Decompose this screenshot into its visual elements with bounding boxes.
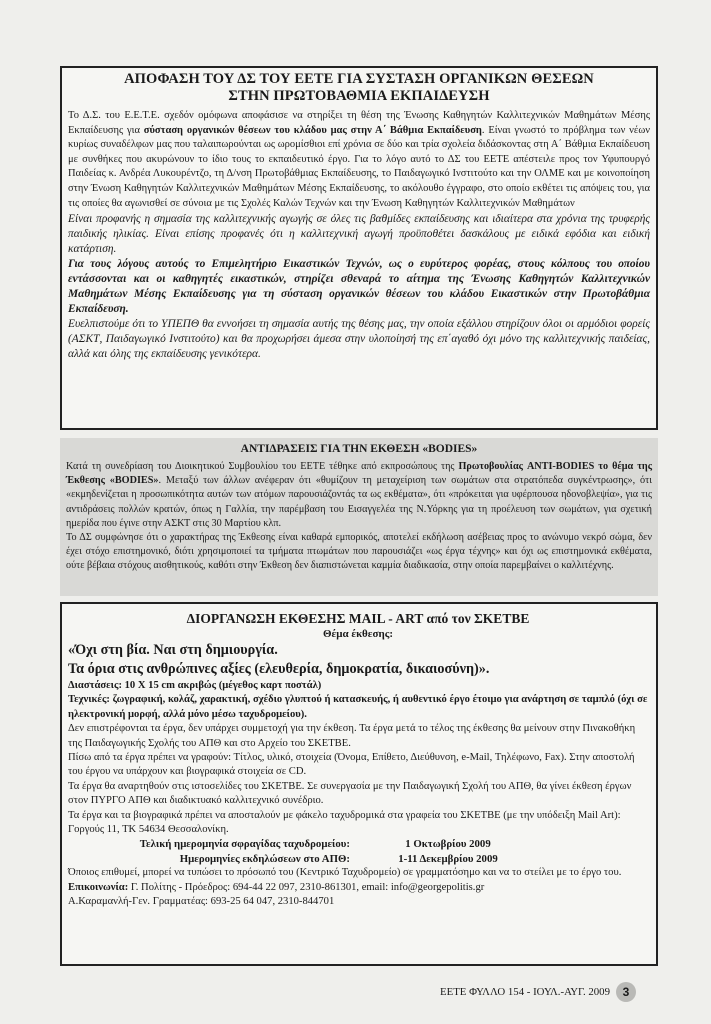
text-run: . Είναι γνωστό το πρόβλημα των νέων κυρίως συναδέλφων μας που ταλαιπωρούνται ως ωρομίσθιοι επί χρόνια σε δύο και τρία σχολεία διδάσκοντας στη Α΄ Βάθμια Εκπαίδευση με συνθήκες που ακυρώνουν το ίδιο τους το εκπαιδευτικό έργο. Για το λόγο αυτό το ΔΣ του ΕΕΤΕ απέστειλε προς τον Υφυπουργό Παιδείας κ. Ανδρέα Λυκουρέντζο, τη Δ/νση Πρωτοβάθμιας Εκπαίδευσης, το Παιδαγωγικό Ινστιτούτο και την ΟΛΜΕ και με κοινοποίηση στην Ένωση Καθηγητών Καλλιτεχνικών Μαθημάτων Μέσης Εκπαίδευσης, το ακόλουθο έγγραφο, στο οποίο εκθέτει τις απόψεις του, για τις οποίες θα αγωνισθεί σε σύνοια με τις Σχολές Καλών Τεχνών και την Ένωση Καθηγητών Καλλιτεχνικών Μαθημάτων: [68, 124, 650, 209]
paragraph-support: Για τους λόγους αυτούς το Επιμελητήριο Εικαστικών Τεχνών, ως ο ευρύτερος φορέας, στους κόλπους του οποίου εντάσσονται και οι καθηγητές εικαστικών, στηρίζει σθεναρά το αίτημα της Ένωσης Καθηγητών Καλλιτεχνικών Μαθημάτων Μέσης Εκπαίδευσης για τη σύσταση οργανικών θέσεων του κλάδου Εικαστικών στην Πρωτοβάθμια Εκπαίδευση.: [68, 258, 650, 316]
contact-president: Γ. Πολίτης - Πρόεδρος: 694-44 22 097, 2310-861301, email: info@georgepolitis.gr: [128, 881, 485, 893]
theme-line-1: «Όχι στη βία. Ναι στη δημιουργία.: [68, 642, 278, 658]
article-bodies: [60, 438, 658, 596]
deadline-row: [68, 837, 648, 851]
paragraph-return: Δεν επιστρέφονται τα έργα, δεν υπάρχει συμμετοχή για την έκθεση. Τα έργα μετά το τέλος της έκθεσης θα μείνουν στην Πινακοθήκη της Παιδαγωγικής Σχολής του ΑΠΘ και στο Αρχείο του ΣΚΕΤΒΕ.: [68, 723, 636, 749]
text-run: Κατά τη συνεδρίαση του Διοικητικού Συμβουλίου του ΕΕΤΕ τέθηκε από εκπροσώπους της: [66, 461, 459, 472]
events-value: 1-11 Δεκεμβρίου 2009: [398, 852, 498, 865]
title-line-2: ΣΤΗΝ ΠΡΩΤΟΒΑΘΜΙΑ ΕΚΠΑΙΔΕΥΣΗ: [228, 88, 490, 104]
page-number: 3: [616, 982, 636, 1002]
paragraph-importance: Είναι προφανής η σημασία της καλλιτεχνικής αγωγής σε όλες τις βαθμίδες εκπαίδευσης και ιδιαίτερα στα χρόνια της τρυφερής παιδικής ηλικίας. Είναι επίσης προφανές ότι η καλλιτεχνική αγωγή προϋποθέτει δασκάλους με ειδικά εφόδια και ειδική κατάρτιση.: [68, 213, 650, 256]
bold-run: σύσταση οργανικών θέσεων του κλάδου μας στην Α΄ Βάθμια Εκπαίδευση: [143, 124, 482, 136]
paragraph-board-decision: Το ΔΣ συμφώνησε ότι ο χαρακτήρας της Έκθεσης είναι καθαρά εμπορικός, αποτελεί εκδήλωση ασέβειας προς το ανώνυμο νεκρό σώμα, δεν έχει στόχο επιστημονικό, διότι χρησιμοποιεί τα τμήματα πτωμάτων που παρουσιάζει «ως έργα τέχνης» και όχι ως επιστημονικά εκθέματα, ούτε βέβαια στόχους αισθητικούς, καθότι στην Έκθεση δεν διαπιστώνεται καμμία διαδικασία, στην οποία παρεμβαίνει ο καλλιτέχνης.: [66, 532, 652, 572]
article-title: ΔΙΟΡΓΑΝΩΣΗ ΕΚΘΕΣΗΣ MAIL - ART από τον ΣΚΕΤΒΕ: [186, 611, 530, 626]
article-title: ΑΝΤΙΔΡΑΣΕΙΣ ΓΙΑ ΤΗΝ ΕΚΘΕΣΗ «BODIES»: [240, 443, 478, 455]
deadline-value: 1 Οκτωβρίου 2009: [405, 838, 491, 851]
dimensions: Διαστάσεις: 10 X 15 cm ακριβώς (μέγεθος καρτ ποστάλ): [68, 680, 322, 691]
contact-line-2: Α.Καραμανλή-Γεν. Γραμματέας: 693-25 64 047, 2310-844701: [68, 896, 335, 908]
article-organic-positions: [60, 66, 658, 430]
bold-run: Πρωτοβουλίας ANTI-BODIES το θέμα της Έκθεσης «BODIES»: [66, 461, 652, 487]
contact-line-1: [68, 881, 648, 895]
article-mail-art: [60, 602, 658, 966]
article-title: [68, 71, 650, 105]
events-label: Ημερομηνίες εκδηλώσεων στο ΑΠΘ:: [179, 852, 350, 865]
paragraph-send: Τα έργα και τα βιογραφικά πρέπει να αποσταλούν με φάκελο ταχυδρομικά στα γραφεία του ΣΚΕΤΒΕ (με την υπόδειξη Mail Art): Γοργούς 11, ΤΚ 54634 Θεσσαλονίκη.: [68, 809, 621, 836]
techniques: Τεχνικές: ζωγραφική, κολάζ, χαρακτική, σχέδιο γλυπτού ή κατασκευής, ή αυθεντικό έργο έτοιμο για ανάρτηση σε ταμπλό (όχι σε ηλεκτρονική μορφή, αλλά μόνο μέσω ταχυδρομείου).: [68, 694, 648, 720]
deadline-label: Τελική ημερομηνία σφραγίδας ταχυδρομείου:: [139, 838, 350, 851]
page-footer: [440, 983, 636, 1001]
paragraph-hope: Ευελπιστούμε ότι το ΥΠΕΠΘ θα εννοήσει τη σημασία αυτής της θέσης μας, την οποία εξάλλου στηρίζουν όλοι οι αρμόδιοι φορείς (ΑΣΚΤ, Παιδαγωγικό Ινστιτούτο) και θα προχωρήσει άμεσα στην υλοποίησή της επ΄αγαθό όχι μόνο της καλλιτεχνικής παιδείας, αλλά και όλης της εκπαίδευσης γενικότερα.: [68, 318, 650, 361]
paragraph-post: Τα έργα θα αναρτηθούν στις ιστοσελίδες του ΣΚΕΤΒΕ. Σε συνεργασία με την Παιδαγωγική Σχολή του ΑΠΘ, θα γίνει έκθεση έργων στον ΠΥΡΓΟ ΑΠΘ και διαδικτυακό καλλιτεχνικό συνέδριο.: [68, 780, 632, 807]
theme-label: Θέμα έκθεσης:: [322, 628, 393, 640]
text-run: . Μεταξύ των άλλων ανέφεραν ότι «θυμίζουν τη μεταχείριση των σωμάτων στα στρατόπεδα συγκέντρωσης», ότι «εκμηδενίζεται η προσωπικότητα αυτών των ατόμων παρουσιάζοντάς τα ως εκθέματα», ότι «πρόκειται για υφέρπουσα ηδονοβλεψία», για τις αντιδράσεις πολλών κρατών, όπως η Γαλλία, την παρέμβαση του Εισαγγελέα της Ν.Υόρκης για τη προέλευση των σωμάτων, για σχετική ημερίδα που έγινε στην ΑΣΚΤ στις 30 Μαρτίου κλπ.: [66, 475, 652, 529]
paragraph-reactions: [66, 460, 652, 531]
events-row: [68, 852, 648, 866]
footer-text: ΕΕΤΕ ΦΥΛΛΟ 154 - ΙΟΥΛ.-ΑΥΓ. 2009: [440, 986, 610, 998]
contact-label: Επικοινωνία:: [68, 881, 129, 893]
title-line-1: ΑΠΟΦΑΣΗ ΤΟΥ ΔΣ ΤΟΥ ΕΕΤΕ ΓΙΑ ΣΥΣΤΑΣΗ ΟΡΓΑΝΙΚΩΝ ΘΕΣΕΩΝ: [124, 71, 594, 87]
paragraph-intro: [68, 109, 650, 211]
paragraph-stamp: Όποιος επιθυμεί, μπορεί να τυπώσει το πρόσωπό του (Κεντρικό Ταχυδρομείο) σε γραμματόσημο και να το στείλει με το έργο του.: [68, 867, 622, 879]
paragraph-back: Πίσω από τα έργα πρέπει να γραφούν: Τίτλος, υλικό, στοιχεία (Όνομα, Επίθετο, Διεύθυνση, e-Mail, Τηλέφωνο, Fax). Στην αποστολή του έργου να υπάρχουν και βιογραφικά στοιχεία σε CD.: [68, 752, 635, 778]
theme-line-2: Τα όρια στις ανθρώπινες αξίες (ελευθερία, δημοκρατία, δικαιοσύνη)».: [68, 661, 490, 677]
text-run: Το Δ.Σ. του Ε.Ε.Τ.Ε. σχεδόν ομόφωνα αποφάσισε να στηρίξει τη θέση της Ένωσης Καθηγητών Καλλιτεχνικών Μαθημάτων Μέσης Εκπαίδευσης για: [68, 110, 650, 136]
